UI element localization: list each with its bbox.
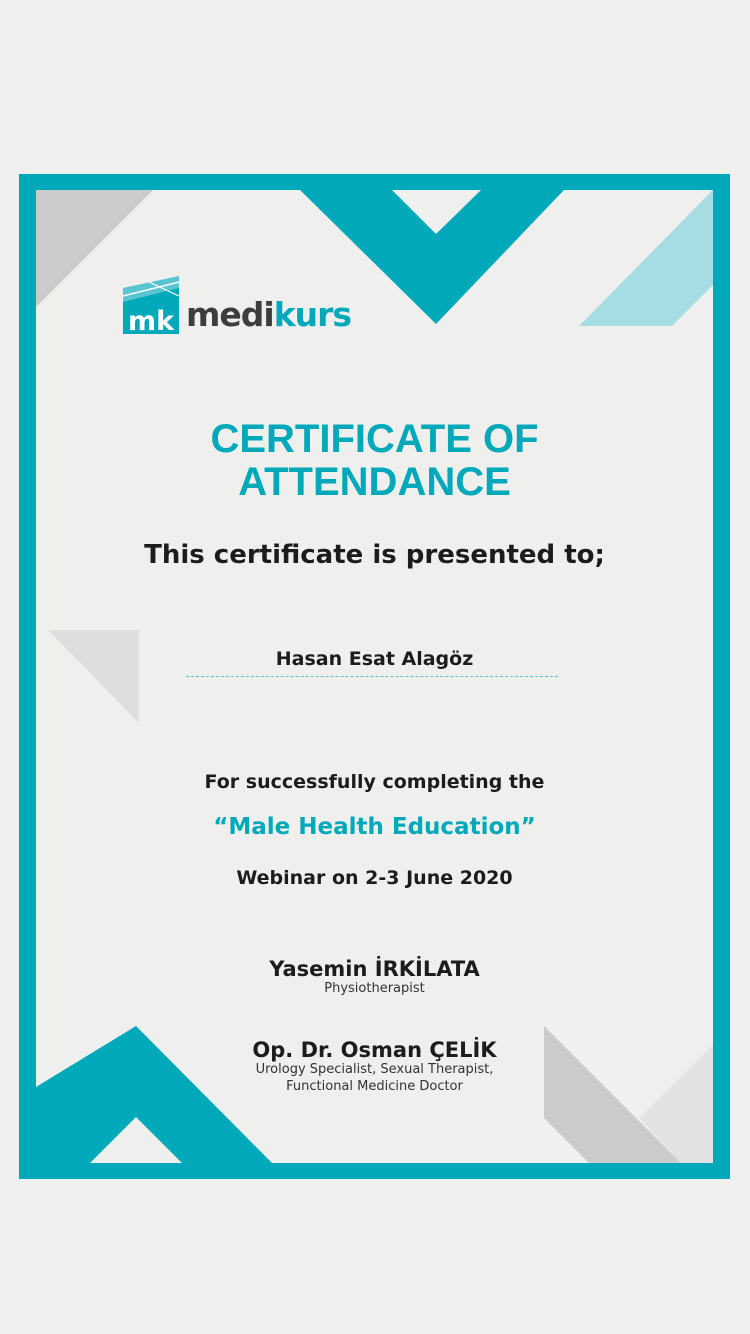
presented-to-text: This certificate is presented to;	[144, 540, 605, 570]
recipient-name: Hasan Esat Alagöz	[275, 648, 474, 670]
signatory-2-title-line1: Urology Specialist, Sexual Therapist,	[255, 1062, 494, 1077]
completion-text: For successfully completing the	[204, 771, 545, 793]
signatory-1-name: Yasemin İRKİLATA	[269, 957, 480, 981]
logo-word-medi: medi	[186, 295, 274, 334]
logo-word-kurs: kurs	[273, 295, 352, 334]
webinar-date-text: Webinar on 2-3 June 2020	[236, 867, 513, 889]
certificate-title-line1: CERTIFICATE OF	[210, 417, 539, 461]
signatory-2-title-line2: Functional Medicine Doctor	[286, 1079, 463, 1094]
signatory-1-title: Physiotherapist	[324, 981, 425, 996]
left-gray-triangle	[48, 630, 139, 723]
certificate-frame	[19, 174, 730, 1179]
certificate-paper	[36, 190, 713, 1163]
course-title: “Male Health Education”	[213, 814, 536, 840]
certificate-title-line2: ATTENDANCE	[238, 460, 511, 504]
logo-mark-text: mk	[127, 306, 175, 336]
logo-wordmark	[186, 295, 351, 335]
logo-mark-icon	[119, 274, 181, 336]
top-right-light-stripe	[579, 190, 713, 326]
signatory-2-name: Op. Dr. Osman ÇELİK	[252, 1038, 497, 1062]
recipient-underline	[186, 676, 558, 677]
medikurs-logo	[119, 274, 369, 339]
